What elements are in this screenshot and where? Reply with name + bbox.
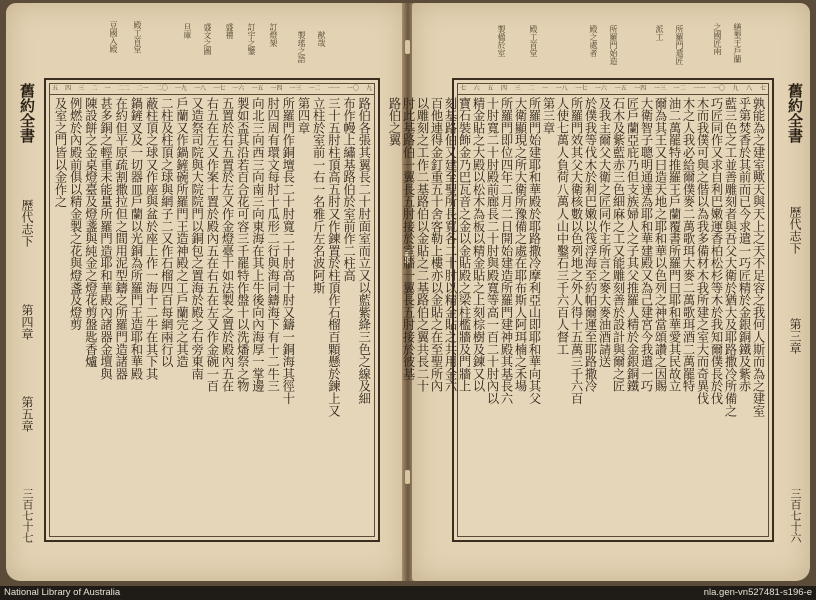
verse-line-number: 一九 [174, 85, 187, 92]
text-column: 肘四周有環文每肘十瓜形二行與海同鑄海下有十二牛三 [265, 97, 280, 393]
page-number: 三百七十六 [789, 488, 802, 543]
top-note: 殿之處者 [589, 25, 598, 57]
verse-line-number: 一 [104, 85, 111, 92]
text-column: 木之人我必給爾僕麥二萬歌珥大麥二萬歌珥酒二萬罷特 [681, 97, 695, 393]
text-column: 乎第焚香於其前而已今求遣一巧匠精於金銀銅鐵及紫赤 [737, 97, 751, 393]
verse-line-number: 五 [52, 85, 59, 92]
verse-line-number: 一三 [653, 85, 666, 92]
top-note: 旦庫 [183, 23, 192, 39]
top-note: 殿工首堂 [529, 25, 538, 57]
text-column: 所羅門效其父大衛核數以色列地之外人得十五萬三千六百 [569, 97, 583, 405]
text-column: 陳設餅之金桌燈臺及燈盞與純金之燈花剪盤匙香爐 [83, 97, 98, 368]
text-column: 製如盃其沿若百合花可容三千罷特作盤十以洗燔祭之物 [235, 97, 250, 393]
top-note: 繕墾王戶蘭 [733, 23, 742, 63]
text-column: 石木及紫藍赤三色細麻之工又能雕刻善於設計與爾之匠 [611, 97, 625, 393]
text-column: 肘此基路伯一翼長五肘接於室牆一翼長五肘接於彼基 [401, 97, 415, 380]
text-column: 大衛顯現之所大衛所豫備之處在耶布斯人阿珥楠之禾場 [513, 97, 527, 393]
text-column: 鍋鏟叉及一切器皿戶蘭以光銅為所羅門王造耶和華殿 [128, 97, 143, 380]
right-text-frame [387, 78, 774, 542]
top-note: 所羅門始造 [609, 25, 618, 65]
section-title: 歷代志下 [788, 206, 802, 255]
verse-line-number: 三 [78, 85, 85, 92]
verse-line-number: 一二 [308, 85, 321, 92]
verse-line-number: 二一 [136, 85, 149, 92]
verse-line-number: 一〇 [346, 85, 359, 92]
verse-line-number: 一八 [193, 85, 206, 92]
left-page [6, 3, 404, 581]
text-column: 路伯之翼 [387, 97, 401, 147]
verse-line-number: 一七 [213, 85, 226, 92]
text-column: 所羅門作銅壇長二十肘寬二十肘高十肘又鑄一銅海其徑十 [280, 97, 295, 405]
verse-line-number: 一三 [289, 85, 302, 92]
text-column: 及室之門皆以金作之 [53, 97, 67, 208]
text-column: 路伯各張其翼長二十肘面室而立又以藍紫絳三色之線及細 [356, 97, 371, 405]
text-column: 孰能為之建室歟天與天上之天不足容之我何人斯而為之建室 [751, 97, 765, 417]
text-column: 藍三色之工並善雕刻者與吾父大衛於猶大及耶路撒冷所備之 [723, 97, 737, 417]
text-column: 十肘寬二十肘殿前廊長二十肘與殿寬等高一百二十肘內以 [485, 97, 499, 405]
verse-line-number: 七 [460, 85, 467, 92]
line-number-row [50, 84, 374, 95]
text-column: 爾為其王又曰造天地之耶和華以色列之神當頌讚之因賜 [653, 97, 667, 393]
top-note: 製瑤之語 [297, 31, 306, 63]
top-note: 訂宇之鑒 [247, 23, 256, 55]
text-column: 立柱於室前一右一名雅斤左名波阿斯 [311, 97, 326, 294]
verse-line-number: 一七 [575, 85, 588, 92]
text-column: 油二萬罷特推羅王戶蘭覆書所羅門曰耶和華愛其民故立 [667, 97, 681, 393]
text-column: 刻基路伯又建至聖所長寬各二十肘以精金貼之共用金六 [443, 97, 457, 393]
text-column: 寶石裝飾金乃巴瓦音之金以金貼殿之梁柱檻牆及門牆上 [457, 97, 471, 393]
verse-line-number: 五 [487, 85, 494, 92]
text-column: 所羅門始建耶和華殿於耶路撒冷摩利亞山即耶和華向其父 [527, 97, 541, 405]
library-credit: National Library of Australia [4, 587, 121, 598]
top-note: 豆國入殿 [109, 21, 118, 53]
verse-line-number: 四 [65, 85, 72, 92]
verse-line-number: 一五 [251, 85, 264, 92]
right-side-header [784, 83, 806, 543]
verse-line-number: 一四 [270, 85, 283, 92]
verse-line-number: 二二 [117, 85, 130, 92]
text-column: 二柱及柱頂之球與網子二又作石榴四百每網兩行以 [159, 97, 174, 368]
verse-line-number: 七 [759, 85, 766, 92]
top-note: 之國匠兩 [713, 23, 722, 55]
text-column: 第四章 [296, 97, 310, 134]
verse-line-number: 一六 [232, 85, 245, 92]
book-title: 舊約全書 [786, 83, 804, 143]
text-column: 戶蘭又作鍋鏟碗所羅門王造神殿之工戶蘭完之其造 [174, 97, 189, 368]
text-column: 精金貼之大殿以松木為板以精金貼之上刻棕樹及鍊又以 [471, 97, 485, 393]
verse-line-number: 四 [500, 85, 507, 92]
verse-line-number: 一六 [594, 85, 607, 92]
text-column: 第三章 [541, 97, 555, 134]
verse-line-number: 一五 [614, 85, 627, 92]
verse-line-number: 六 [473, 85, 480, 92]
chapter-label: 第四章 [20, 303, 34, 340]
verse-line-number: 一八 [555, 85, 568, 92]
text-column: 巧匠同作又求自利巴嫩運香柏松杉等木於我知爾僕長於伐 [709, 97, 723, 405]
text-column: 所羅門即位四年二月二日開始建造所羅門建神殿其基長六 [499, 97, 513, 405]
verse-line-number: 九 [365, 85, 372, 92]
top-note: 訂燈架 [269, 23, 278, 47]
text-column: 以雕刻之工作二基路伯以金貼之二基路伯之翼共長二十 [415, 97, 429, 393]
verse-line-number: 一四 [634, 85, 647, 92]
text-columns [387, 95, 768, 536]
text-column: 在約但平原疏割撒拉但之間用泥型鑄之所羅門造諸器 [113, 97, 128, 380]
left-side-header [16, 83, 38, 543]
verse-line-number: 一二 [673, 85, 686, 92]
verse-line-number: 一一 [693, 85, 706, 92]
footer-credit-bar [0, 586, 816, 600]
text-column: 又造祭司院與大院院門以銅包之置海於殿之右旁東南 [189, 97, 204, 380]
text-column: 百他連得金釘重五十舍客勒上樓亦以金貼之在至聖所內 [429, 97, 443, 393]
text-column: 匠戶蘭亞庇乃但支族婦人之子其父推羅人精於金銀銅鐵 [625, 97, 639, 393]
top-note: 殿工首堂 [133, 21, 142, 53]
text-column: 及我主爾父大衛之匠同作主所言之麥大麥油酒請送 [597, 97, 611, 368]
text-column: 木而我僕可與之偕以為我多備材木我所建之室大而奇異伐 [695, 97, 709, 405]
verse-line-number: 二 [528, 85, 535, 92]
verse-line-number: 八 [746, 85, 753, 92]
top-note: 所羅門遣匠 [675, 25, 684, 65]
verse-line-number: 二〇 [155, 85, 168, 92]
top-note: 派工 [655, 25, 664, 41]
text-column: 五置於右五置於左又作金燈臺十如法製之置於殿內五在 [220, 97, 235, 393]
verse-line-number: 九 [732, 85, 739, 92]
text-columns [50, 95, 374, 536]
section-title: 歷代志下 [20, 199, 34, 248]
chapter-label: 第三章 [788, 317, 802, 354]
text-column: 甚多銅之輕重未能量所羅門造耶和華殿內諸器金壇與 [98, 97, 113, 380]
text-column: 布作幔上繡基路伯於室前作二柱高 [341, 97, 356, 282]
top-note: 製楹於室 [497, 25, 506, 57]
top-note: 盛文之圖 [203, 23, 212, 55]
top-note: 盛禮 [225, 23, 234, 39]
text-column: 右五在左又作案十置於殿內五在右五在左又作金碗一百 [204, 97, 219, 393]
chapter-label: 第五章 [20, 395, 34, 432]
book-title: 舊約全書 [18, 83, 36, 143]
left-text-frame [44, 78, 380, 542]
text-column: 人使七萬人負荷八萬人山中鑿石三千六百人督工 [555, 97, 569, 356]
verse-line-number: 一一 [327, 85, 340, 92]
right-page [387, 3, 810, 581]
line-number-row [458, 84, 768, 95]
text-column: 向北三向西三向南三向東海在其上牛後向內海厚一掌邊 [250, 97, 265, 393]
text-column: 於僕我等伐木於利巴嫩以筏浮海至約帕爾運至耶路撒冷 [583, 97, 597, 393]
binding-stitch [405, 40, 410, 54]
text-column: 大衛智子聰明通達為耶和華建殿又為己建宮今我遣一巧 [639, 97, 653, 393]
verse-line-number: 一〇 [712, 85, 725, 92]
image-identifier: nla.gen-vn527481-s196-e [703, 587, 812, 598]
verse-line-number: 三 [514, 85, 521, 92]
text-column: 蔽柱頂之球又作座與盆於座上作一海十二牛在其下其 [144, 97, 159, 380]
page-number: 三百七十七 [21, 488, 34, 543]
verse-line-number: 一 [541, 85, 548, 92]
text-column: 例燃於內殿前俱以精金製之花與燈盞及燈剪 [68, 97, 83, 331]
text-column: 三十五肘柱頂高五肘又作鍊置於柱頂作石榴百顆懸於鍊上又 [326, 97, 341, 417]
verse-line-number: 二 [91, 85, 98, 92]
top-note: 猷哉 [317, 31, 326, 47]
